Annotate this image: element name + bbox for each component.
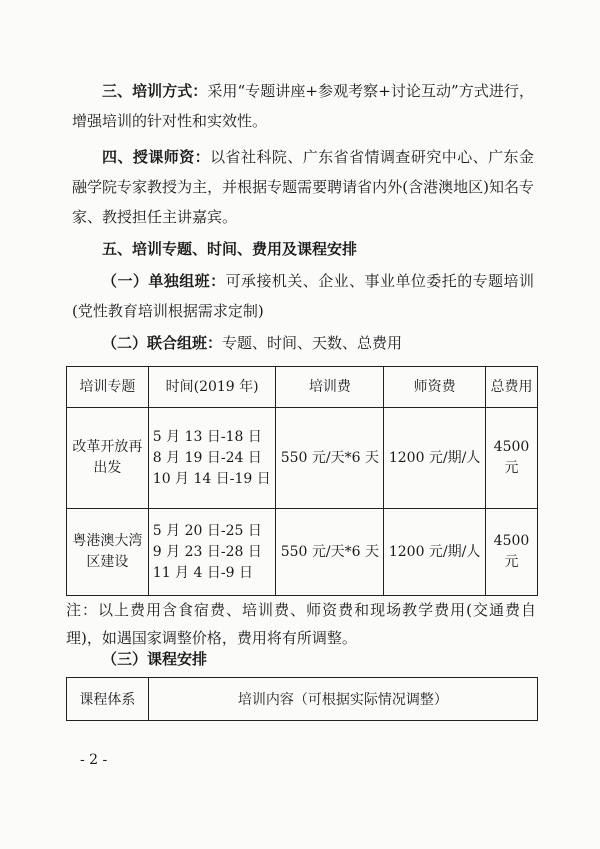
teacher-fee-cell: 1200 元/期/人: [384, 408, 486, 509]
training-fee-cell: 550 元/天*6 天: [276, 509, 384, 596]
fee-table-header-row: [67, 367, 538, 408]
section-text-joint: 专题、时间、天数、总费用: [222, 334, 403, 352]
fee-table-header: 培训专题: [67, 367, 149, 408]
topic-cell: 改革开放再出发: [67, 408, 149, 509]
date-range: 10 月 14 日-19 日: [152, 470, 271, 487]
section-heading-teachers: 四、授课师资：: [102, 148, 211, 166]
course-table-header-row: [67, 678, 538, 721]
table-row: [67, 509, 538, 596]
teacher-fee-cell: 1200 元/期/人: [384, 509, 486, 596]
fee-table-header: 师资费: [384, 367, 486, 408]
course-table: [66, 677, 538, 721]
section-text-teachers: 以省社科院、广东省省情调查研究中心、广东金融学院专家教授为主，并根据专题需要聘请省内外(含港澳地区)知名专家、教授担任主讲嘉宾。: [72, 148, 534, 226]
page-number: - 2 -: [80, 752, 108, 768]
table-row: [67, 408, 538, 509]
fee-note: 注：以上费用含食宿费、培训费、师资费和现场教学费用(交通费自理)，如遇国家调整价格，费用将有所调整。: [66, 601, 536, 647]
course-table-header: 培训内容（可根据实际情况调整）: [148, 678, 537, 721]
section-heading-topics: 五、培训专题、时间、费用及课程安排: [102, 240, 358, 258]
course-table-header: 课程体系: [67, 678, 149, 721]
section-heading-schedule: （三）课程安排: [102, 650, 208, 668]
section-joint-class: [72, 328, 534, 358]
date-range: 8 月 19 日-24 日: [152, 449, 262, 466]
fee-table-header: 总费用: [486, 367, 538, 408]
fee-table: [66, 366, 538, 596]
section-text-individual: 可承接机关、企业、事业单位委托的专题培训(党性教育培训根据需求定制): [72, 272, 534, 320]
date-range: 5 月 20 日-25 日: [152, 522, 262, 539]
fee-table-header: 时间(2019 年): [148, 367, 276, 408]
date-range: 9 月 23 日-28 日: [152, 543, 262, 560]
dates-cell: [148, 408, 276, 509]
date-range: 5 月 13 日-18 日: [152, 428, 262, 445]
training-fee-cell: 550 元/天*6 天: [276, 408, 384, 509]
total-fee-cell: 4500 元: [486, 408, 538, 509]
section-training-method: [72, 76, 534, 136]
date-range: 11 月 4 日-9 日: [152, 564, 253, 581]
section-heading-joint: （二）联合组班：: [102, 334, 223, 352]
fee-table-header: 培训费: [276, 367, 384, 408]
topic-cell: 粤港澳大湾区建设: [67, 509, 149, 596]
total-fee-cell: 4500 元: [486, 509, 538, 596]
section-heading-method: 三、培训方式：: [102, 82, 208, 100]
dates-cell: [148, 509, 276, 596]
section-heading-individual: （一）单独组班：: [102, 272, 226, 290]
section-individual-class: [72, 266, 534, 326]
section-text-method: 采用“专题讲座+参观考察+讨论互动”方式进行，增强培训的针对性和实效性。: [72, 82, 534, 130]
section-teachers: [72, 142, 534, 232]
